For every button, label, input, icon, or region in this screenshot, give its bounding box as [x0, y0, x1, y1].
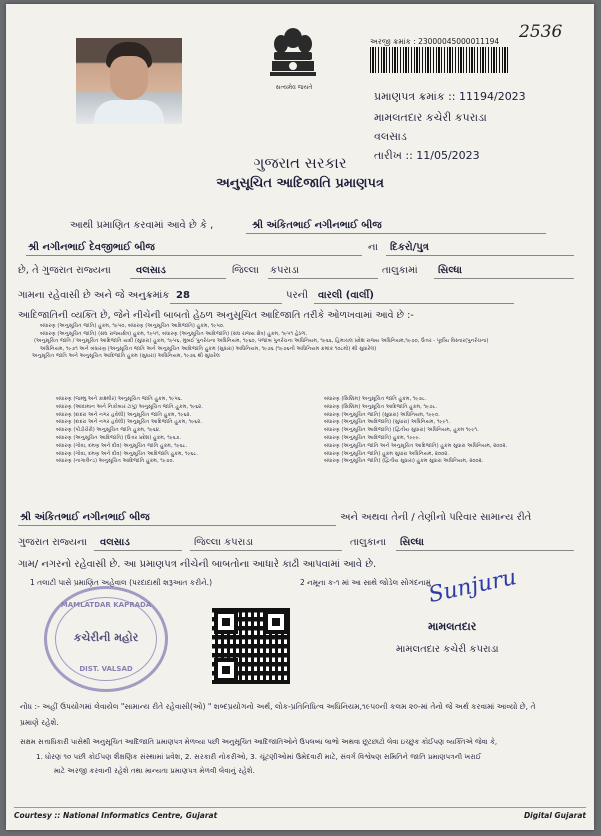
- note-line-3: સક્ષમ સત્તાધિકારી પાસેથી અનુસૂચિત આદિજાતિ પ્રમાણપત્ર મેળવ્યા પછી અનુસૂચિત આદિજાતિઓને ઉપલબ્ધ લાભો અથવા છૂટછાટો લેવા ઇચ્છુક કોઈપણ વ્યક્તિએ જેવા કે,: [20, 738, 498, 746]
- act-item: બંધારણ (અનુસૂચિત જાતિ) હુકમ સુધારા અધિનિયમ, ૨૦૦૨.: [324, 450, 449, 457]
- basis-statement: ગામ/ નગરનો રહેવાસી છે. આ પ્રમાણપત્ર નીચેની બાબતોના આધારે કાઢી આપવામાં આવે છે.: [18, 559, 377, 570]
- na-text: ના: [368, 242, 378, 253]
- village-name-2: સિલ્ધા: [400, 537, 425, 548]
- act-item: બંધારણ (નાગાલેન્ડ) અનુસૂચિત આદિજાતિ હુકમ, ૧૯૭૦.: [56, 458, 175, 465]
- certificate-sheet: [6, 4, 594, 830]
- district-name-2: વલસાડ: [100, 537, 130, 548]
- issue-date: તારીખ :: 11/05/2023: [374, 149, 480, 162]
- applicant-name-repeat: શ્રી અંકિતભાઈ નગીનભાઈ બીજ: [20, 512, 150, 523]
- seal-top-text: MAMLATDAR KAPRADA: [60, 601, 152, 609]
- act-item: બંધારણ (ગોવા, દમણ અને દીવ) અનુસૂચિત જાતિ હુકમ, ૧૯૬૮.: [56, 442, 188, 449]
- national-emblem-icon: [260, 24, 326, 86]
- act-item: બંધારણ (અનુસૂચિત જાતિ અને અનુસૂચિત આદિજાતિ) હુકમ સુધારા અધિનિયમ, ૨૦૦૨.: [324, 442, 508, 449]
- qr-code: [212, 608, 290, 684]
- act-item: બંધારણ (જમ્મુ અને કાશ્મીર) અનુસૂચિત જાતિ હુકમ, ૧૯૫૬.: [56, 396, 183, 402]
- act-item: અધિનિયમ, ૧૯૭૧ અને બંધારણ (અનુસૂચિત જાતિ અને અનુસૂચિત આદિજાતિ હુકમ (સુધારા) અધિનિયમ, ૧૯૭૬ (૧૯૭૬ની અધિનિયમ ક્રમાંક ૧૦૮મો) થી સુધારેલ): [40, 345, 377, 352]
- district-name: વલસાડ: [136, 265, 166, 276]
- certificate-number: પ્રમાણપત્ર ક્રમાંક :: 11194/2023: [374, 90, 526, 103]
- note-line-5: માટે અરજી કરવાની રહેશે તથા માન્યતા પ્રમાણપત્ર મેળવી લેવાનું રહેશે.: [54, 766, 255, 775]
- act-item: (અનુસૂચિત જાતિ / અનુસૂચિત આદિજાતિ યાદી (સુધારા) હુકમ, ૧૯૫૬, મુંબઈ પુનર્રચના અધિનિયમ, ૧૯૬૦, પંજાબ પુનર્રચના અધિનિયમ, ૧૯૬૬, હિમાચલ પ્રદેશ રાજ્ય અધિનિયમ,૧૯૭૦, ઉત્તર - પૂર્વીય વિસ્તાર(પુનર્રચના): [34, 338, 489, 345]
- acts-list-right: [324, 396, 584, 466]
- basis-item-1: 1 તલાટી પાસે પ્રમાણિત અહેવાલ (પરદાદાથી શરૂઆત કરીને.): [30, 578, 212, 587]
- government-title: ગુજરાત સરકાર: [253, 154, 347, 172]
- act-item: બંધારણ (સિક્કિમ) અનુસૂચિત જાતિ હુકમ, ૧૯૭૮.: [324, 396, 427, 402]
- footer-courtesy: Courtesy :: National Informatics Centre, Gujarat: [14, 811, 218, 820]
- state-text: છે, તે ગુજરાત રાજ્યના: [18, 265, 111, 276]
- application-number: અરજી ક્રમાંક : 23000045000011194: [370, 37, 500, 46]
- handwritten-number: 2536: [519, 22, 563, 42]
- district-label: જિલ્લા: [232, 265, 259, 276]
- applicant-name: શ્રી અંકિતભાઈ નગીનભાઈ બીજ: [252, 220, 382, 231]
- act-item: બંધારણ (પોંડીચેરી) અનુસૂચિત જાતિ હુકમ, ૧૯૬૪.: [56, 427, 161, 434]
- note-line-2: પ્રમાણે રહેશે.: [20, 718, 59, 727]
- act-item: બંધારણ (ગોવા, દમણ અને દીવ) અનુસૂચિત આદિજાતિ હુકમ, ૧૯૬૮.: [56, 450, 198, 457]
- taluka-name: કપરાડા: [270, 265, 300, 276]
- taluka-label-2: તાલુકાના: [350, 537, 387, 548]
- state-text-2: ગુજરાત રાજ્યના: [18, 537, 87, 548]
- act-item: બંધારણ (દાદરા અને નગર હવેલી) અનુસૂચિત જાતિ હુકમ, ૧૯૬૨.: [56, 411, 192, 418]
- serial-number: 28: [176, 290, 190, 301]
- relation: દિકરો/પુત્ર: [390, 242, 429, 253]
- acts-list-left: [56, 396, 306, 466]
- act-item: અનુસૂચિત જાતિ અને અનુસૂચિત આદિજાતિ હુકમ (સુધારા) અધિનિયમ, ૧૯૭૬ થી સુધારેલ: [32, 353, 220, 360]
- act-item: બંધારણ (સિક્કિમ) અનુસૂચિત આદિજાતિ હુકમ, ૧૯૭૮.: [324, 403, 438, 410]
- act-item: બંધારણ (અનુસૂચિત જાતિ) (સંઘ રાજ્યક્ષેત્ર) હુકમ, ૧૯૫૧, બંધારણ (અનુસૂચિત આદિજાતિ) (સંઘ રાજ્ય ક્ષેત્ર) હુકમ, ૧૯૫૧ હેઠળ.: [40, 330, 308, 337]
- resident-text: ગામના રહેવાસી છે અને જે અનુક્રમાંક: [18, 290, 170, 301]
- issuing-office: મામલતદાર કચેરી કપરાડા: [374, 111, 487, 124]
- act-item: બંધારણ (અનુસૂચિત આદિજાતિ) હુકમ, ૧૯૯૯.: [324, 434, 421, 441]
- act-item: બંધારણ (અનુસૂચિત જાતિ) (સુધારા) અધિનિયમ, ૧૯૯૦.: [324, 411, 440, 418]
- office-seal: [44, 586, 168, 692]
- tribe-statement: આદિજાતિની વ્યક્તિ છે, જેને નીચેની બાબતો હેઠળ અનુસૂચિત આદિજાતિ તરીકે ઓળખવામાં આવે છે :-: [18, 310, 414, 321]
- signatory-role: મામલતદાર: [428, 620, 477, 633]
- tribe-name: વારલી (વાર્લી): [318, 290, 374, 301]
- act-item: બંધારણ (અનુસૂચિત આદિજાતિ) (દ્વિતીય સુધારા) અધિનિયમ, હુકમ ૧૯૯૧.: [324, 427, 479, 434]
- act-item: બંધારણ (અનુસૂચિત જાતિ) હુકમ, ૧૯૫૦, બંધારણ (અનુસૂચિત આદિજાતિ) હુકમ, ૧૯૫૦.: [40, 323, 225, 329]
- act-item: બંધારણ (આંદામાન અને નિકોબાર ટાપુ) અનુસૂચિત જાતિ હુકમ, ૧૯૬૨.: [56, 403, 203, 410]
- seal-center-text: કચેરીની મહોર: [73, 631, 139, 644]
- residence-text: અને અથવા તેની / તેણીનો પરિવાર સામાન્ય રીતે: [340, 512, 532, 523]
- district-taluka-2: જિલ્લા કપરાડા: [194, 537, 254, 548]
- par-text: પરની: [286, 290, 308, 301]
- signatory-office: મામલતદાર કચેરી કપરાડા: [396, 644, 499, 655]
- barcode: [370, 47, 510, 73]
- signature: Sunjuru: [426, 565, 519, 608]
- certificate-title: અનુસૂચિત આદિજાતિ પ્રમાણપત્ર: [216, 176, 384, 191]
- certify-text: આથી પ્રમાણિત કરવામાં આવે છે કે ,: [70, 220, 214, 231]
- note-line-4: 1. ધોરણ ૧૦ પછી કોઈપણ શૈક્ષણિક સંસ્થામાં પ્રવેશ, 2. સરકારી નોકરીઓ, 3. ચૂંટણીઓમાં ઉમેદવારી માટે, સંવર્ગ વિશ્વેષણ સમિતિને જાતિ પ્રમાણપત્રની ખરાઈ: [36, 752, 482, 761]
- act-item: બંધારણ (અનુસૂચિત આદિજાતિ) (સુધારા) અધિનિયમ, ૧૯૯૧.: [324, 419, 450, 426]
- footer: [14, 807, 586, 820]
- acts-list-primary: [32, 323, 570, 361]
- applicant-photo: [76, 38, 182, 124]
- seal-bottom-text: DIST. VALSAD: [79, 665, 133, 673]
- village-name: સિલ્ધા: [438, 265, 463, 276]
- emblem-caption: સત્યમેવ જયતે: [275, 84, 313, 91]
- father-name: શ્રી નગીનભાઈ દેવજીભાઈ બીજ: [28, 242, 155, 253]
- act-item: બંધારણ (અનુસૂચિત આદિજાતિ) (ઉત્તર પ્રદેશ) હુકમ, ૧૯૬૭.: [56, 434, 182, 441]
- act-item: બંધારણ (દાદરા અને નગર હવેલી) અનુસૂચિત આદિજાતિ હુકમ, ૧૯૬૨.: [56, 419, 202, 426]
- taluka-label: તાલુકામાં: [382, 265, 418, 276]
- basis-item-2: 2 નમૂના ક-૧ માં આ સાથે જોડેલ સોગંદનામું: [300, 578, 431, 587]
- note-line-1: નોંધ :- અહીં ઉપયોગમાં લેવાયેલ "સામાન્ય રીતે રહેવાસી(ઓ) " શબ્દપ્રયોગનો અર્થ, લોક-પ્રતિનિધિત્વ અધિનિયમ,૧૯૫૦ની કલમ ૨૦-માં તેનો જે અર્થ કરવામાં આવ્યો છે, તે: [20, 702, 536, 711]
- issuing-district: વલસાડ: [374, 130, 407, 143]
- act-item: બંધારણ (અનુસૂચિત જાતિ) (દ્વિતીય સુધારા) હુકમ સુધારા અધિનિયમ, ૨૦૦૨.: [324, 458, 484, 465]
- footer-brand: Digital Gujarat: [523, 811, 586, 820]
